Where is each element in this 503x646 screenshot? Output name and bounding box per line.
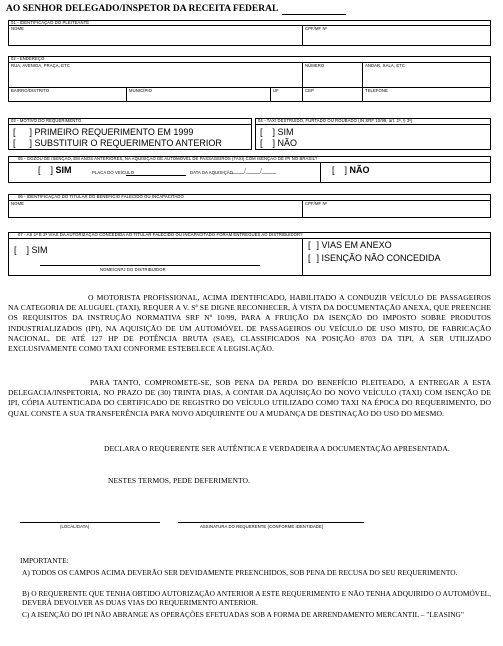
s01-cpf-label: CPF/MF Nº — [305, 26, 328, 31]
s05-placa-label: PLACA DO VEÍCULO — [92, 170, 135, 175]
s02-andar-field[interactable] — [364, 68, 489, 86]
s05-option-nao[interactable]: [ ] NÃO — [332, 165, 370, 175]
s02-rua-label: RUA, AVENIDA, PRAÇA, ETC — [11, 63, 70, 68]
s07-v — [302, 238, 303, 276]
s07-isencao-label: ISENÇÃO NÃO CONCEDIDA — [321, 253, 441, 263]
s06-divider — [8, 200, 491, 201]
s04-divider — [255, 124, 491, 125]
s05-sim-label: SIM — [55, 165, 72, 175]
s07-vias-label: VIAS EM ANEXO — [321, 240, 392, 250]
s05-data-label: DATA DA AQUISIÇÃO — [190, 170, 233, 175]
s02-v1 — [302, 62, 303, 87]
s04-sim-label: SIM — [277, 127, 294, 137]
s02-bairro-label: BAIRRO/DISTRITO — [11, 88, 50, 93]
s02-rua-field[interactable] — [10, 68, 300, 86]
s07-heading: 07 - AS 1ª E 2ª VIAS DA AUTORIZAÇÃO CONCEDIDA AO TITULAR FALECIDO OU INCAPACITADO FORAM ENTREGUES AO DISTRIBUIDOR? — [18, 232, 303, 237]
s04-option-sim[interactable]: [ ] SIM — [260, 127, 294, 137]
checkbox-bracket: ] — [29, 138, 33, 148]
s06-heading: 06 - IDENTIFICAÇÃO DO TITULAR DO BENEFÍCIO FALECIDO OU INCAPACITADO — [18, 194, 184, 199]
s06-nome-field[interactable] — [10, 206, 300, 217]
s02-andar-label: ANDAR, SALA, ETC — [365, 63, 405, 68]
s04-option-nao[interactable]: [ ] NÃO — [260, 138, 298, 148]
s07-distribuidor-field[interactable] — [40, 265, 260, 266]
s05-option-sim[interactable]: [ ] SIM — [38, 165, 72, 175]
s02-telefone-label: TELEFONE — [365, 88, 388, 93]
s02-v3 — [126, 87, 127, 102]
s03-option-primeiro[interactable] — [13, 127, 193, 137]
s07-option-sim[interactable]: [ ] SIM — [14, 245, 48, 255]
s05-placa-field[interactable] — [126, 175, 186, 176]
s02-bairro-field[interactable] — [10, 93, 124, 101]
s02-divider-top — [8, 62, 491, 63]
body-paragraph-3: DECLARA O REQUERENTE SER AUTÊNTICA E VERDADEIRA A DOCUMENTAÇÃO APRESENTADA. — [104, 444, 450, 453]
s01-heading: 01 - IDENTIFICAÇÃO DO PLEITEANTE — [11, 20, 90, 25]
s07-option-isencao[interactable]: [ ] ISENÇÃO NÃO CONCEDIDA — [308, 253, 441, 263]
s04-nao-label: NÃO — [277, 138, 298, 148]
s02-numero-field[interactable] — [304, 68, 359, 86]
s05-v — [320, 162, 321, 183]
s05-data-field[interactable]: ____/____/____ — [230, 167, 276, 175]
s02-cep-label: CEP — [305, 88, 314, 93]
s02-v5 — [302, 87, 303, 102]
s07-sim-label: SIM — [31, 245, 48, 255]
s02-numero-label: NÚMERO — [305, 63, 325, 68]
s02-uf-label: UF — [273, 88, 279, 93]
checkbox-bracket: [ — [13, 127, 16, 137]
checkbox-bracket: ] — [29, 127, 33, 137]
s02-telefone-field[interactable] — [364, 93, 489, 101]
notes-heading: IMPORTANTE: — [20, 556, 69, 565]
s02-heading: 02 - ENDEREÇO — [11, 56, 45, 61]
body-paragraph-2: PARA TANTO, COMPROMETE-SE, SOB PENA DA PERDA DO BENEFÍCIO PLEITEADO, A ENTREGAR A ESTA DELEGACIA/INSPETORIA, NO PRAZO DE (30) TRINTA DIAS, A CONTAR DA AQUISIÇÃO DO NOVO VEÍCULO (TAXI) COM ISENÇÃO DE IPI, CÓPIA AUTENTICADA DO CERTIFICADO DE REGISTRO DO VEÍCULO UTILIZADO COMO TAXI NA ÉPOCA DO REQUERIMENTO, DO QUAL CONSTE A SUA TRANSFERÊNCIA PARA NOVO ADQUIRENTE OU A MUDANÇA DE DESTINAÇÃO DO USO DO MESMO. — [8, 378, 491, 418]
body-paragraph-1: O MOTORISTA PROFISSIONAL, ACIMA IDENTIFICADO, HABILITADO A CONDUZIR VEÍCULO DE PASSAGEIROS NA CATEGORIA DE ALUGUEL (TAXI), REQUER A V. Sª SE DIGNE RECONHECER, À VISTA DA DOCUMENTAÇÃO ANEXA, QUE PREENCHE OS REQUISITOS DA INSTRUÇÃO NORMATIVA SRF Nº 10/99, PARA A FRUIÇÃO DA ISENÇÃO DO IMPOSTO SOBRE PRODUTOS INDUSTRIALIZADOS (IPI), NA AQUISIÇÃO DE UM AUTOMÓVEL DE PASSAGEIROS OU VEÍCULO DE USO MISTO, DE FABRICAÇÃO NACIONAL, DE ATÉ 127 HP DE POTÊNCIA BRUTA (SAE), CLASSIFICADOS NA POSIÇÃO 8703 DA TIPI, A SER UTILIZADO EXCLUSIVAMENTE COMO TAXI CONFORME ESTEBELECE A LEGISLAÇÃO. — [8, 293, 491, 354]
s02-v2 — [362, 62, 363, 87]
local-data-label: (LOCAL/DATA) — [60, 524, 90, 529]
note-b: B) O REQUERENTE QUE TENHA OBTIDO AUTORIZAÇÃO ANTERIOR A ESTE REQUERIMENTO E NÃO TENHA ADQUIRIDO O AUTOMÓVEL, DEVERÁ DEVOLVER AS DUAS VIAS DO REQUERIMENTO ANTERIOR. — [22, 589, 491, 608]
s04-heading: 04 - TAXI DESTRUÍDO, FURTADO OU ROUBADO (IN SRF 10/99, art. 2º, § 3º) — [258, 118, 413, 123]
s02-uf-field[interactable] — [272, 93, 300, 101]
s02-v6 — [362, 87, 363, 102]
s05-heading: 05 - GOZOU DE ISENÇÃO, EM ANOS ANTERIORES, NA AQUISIÇÃO DE AUTOMÓVEL DE PASSAGEIROS (TAXI) COM ISENÇÃO DE IPI NO BRASIL? — [18, 156, 318, 161]
s06-cpf-label: CPF/MF Nº — [305, 201, 328, 206]
s05-divider — [8, 162, 491, 163]
s03-opt1-label: PRIMEIRO REQUERIMENTO EM 1999 — [34, 127, 194, 137]
s02-cep-field[interactable] — [304, 93, 359, 101]
s01-nome-field[interactable] — [10, 31, 300, 45]
s05-nao-label: NÃO — [349, 165, 370, 175]
form-title: AO SENHOR DELEGADO/INSPETOR DA RECEITA FEDERAL — [6, 4, 279, 14]
s03-divider — [8, 124, 252, 125]
s01-nome-label: NOME — [11, 26, 24, 31]
note-c: C) A ISENÇÃO DO IPI NÃO ABRANGE AS OPERAÇÕES EFETUADAS SOB A FORMA DE ARRENDAMENTO MERCANTIL – "LEASING" — [22, 610, 464, 619]
s01-divider — [8, 25, 491, 26]
s03-option-substituir[interactable] — [13, 138, 222, 148]
s03-opt2-label: SUBSTITUIR O REQUERIMENTO ANTERIOR — [34, 138, 222, 148]
assinatura-label: ASSINATURA DO REQUERENTE (CONFORME IDENTIDADE) — [200, 524, 324, 529]
note-a: A) TODOS OS CAMPOS ACIMA DEVERÃO SER DEVIDAMENTE PREENCHIDOS, SOB PENA DE RECUSA DO SEU REQUERIMENTO. — [22, 568, 458, 577]
s01-vdivider — [302, 25, 303, 46]
s02-municipio-label: MUNICÍPIO — [129, 88, 153, 93]
s01-cpf-field[interactable] — [304, 31, 489, 45]
s06-v — [302, 200, 303, 218]
s03-heading: 03 - MOTIVO DO REQUERIMENTO — [11, 118, 82, 123]
checkbox-bracket: [ — [13, 138, 16, 148]
s02-v4 — [270, 87, 271, 102]
s06-cpf-field[interactable] — [304, 206, 489, 217]
s07-option-vias[interactable]: [ ] VIAS EM ANEXO — [308, 240, 392, 250]
body-paragraph-4: NESTES TERMOS, PEDE DEFERIMENTO. — [108, 476, 251, 485]
s06-nome-label: NOME — [11, 201, 24, 206]
title-underline — [282, 14, 346, 15]
s02-divider-mid — [8, 87, 491, 88]
s07-divider — [8, 238, 491, 239]
local-data-field[interactable] — [20, 522, 160, 523]
s02-municipio-field[interactable] — [128, 93, 268, 101]
assinatura-field[interactable] — [178, 522, 364, 523]
s07-distribuidor-label: NOME/CNPJ DO DISTRIBUIDOR — [100, 267, 166, 272]
